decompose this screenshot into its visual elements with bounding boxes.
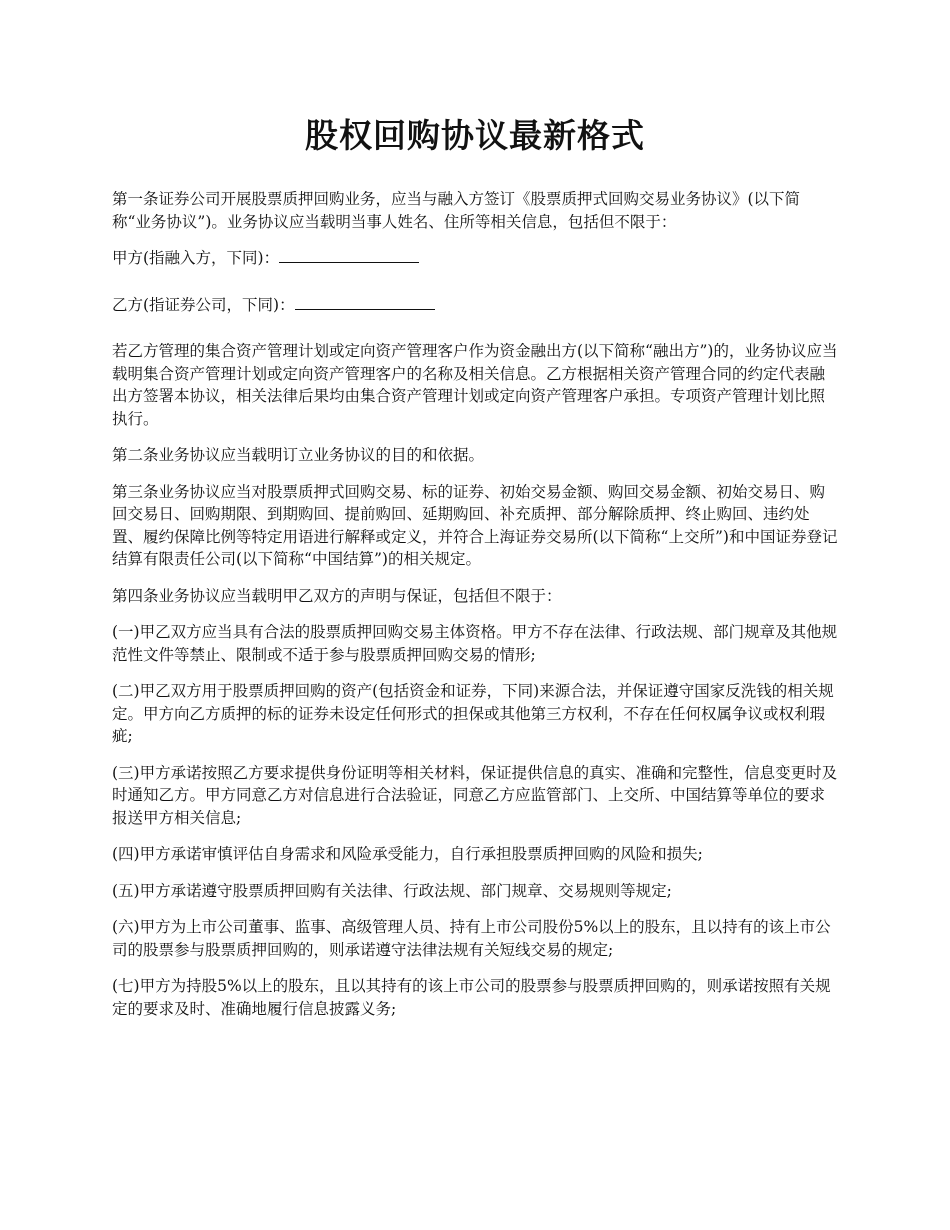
article-1-paragraph: 第一条证券公司开展股票质押回购业务，应当与融入方签订《股票质押式回购交易业务协议》(以下简称“业务协议”)。业务协议应当载明当事人姓名、住所等相关信息，包括但不限于：	[112, 190, 801, 231]
party-b-line	[112, 294, 838, 317]
clause-2-paragraph: (二)甲乙双方用于股票质押回购的资产(包括资金和证券，下同)来源合法，并保证遵守国家反洗钱的相关规定。甲方向乙方质押的标的证券未设定任何形式的担保或其他第三方权利，不存在任何权属争议或权利瑕疵;	[112, 682, 834, 745]
party-a-blank	[279, 247, 419, 263]
article-2-paragraph: 第二条业务协议应当载明订立业务协议的目的和依据。	[112, 446, 485, 464]
clause-3-paragraph: (三)甲方承诺按照乙方要求提供身份证明等相关材料，保证提供信息的真实、准确和完整性，信息变更时及时通知乙方。甲方同意乙方对信息进行合法验证，同意乙方应监管部门、上交所、中国结算等单位的要求报送甲方相关信息;	[112, 763, 838, 827]
clause-4-paragraph: (四)甲方承诺审慎评估自身需求和风险承受能力，自行承担股票质押回购的风险和损失;	[112, 845, 703, 863]
asset-management-paragraph: 若乙方管理的集合资产管理计划或定向资产管理客户作为资金融出方(以下简称“融出方”)的，业务协议应当载明集合资产管理计划或定向资产管理客户的名称及相关信息。乙方根据相关资产管理合同的约定代表融出方签署本协议，相关法律后果均由集合资产管理计划或定向资产管理客户承担。专项资产管理计划比照执行。	[112, 342, 838, 428]
clause-7-paragraph: (七)甲方为持股5%以上的股东，且以其持有的该上市公司的股票参与股票质押回购的，则承诺按照有关规定的要求及时、准确地履行信息披露义务;	[112, 977, 831, 1018]
party-a-line	[112, 247, 838, 270]
article-3-paragraph: 第三条业务协议应当对股票质押式回购交易、标的证券、初始交易金额、购回交易金额、初始交易日、购回交易日、回购期限、到期购回、提前购回、延期购回、补充质押、部分解除质押、终止购回、违约处置、履约保障比例等特定用语进行解释或定义，并符合上海证券交易所(以下简称“上交所”)和中国证券登记结算有限责任公司(以下简称“中国结算”)的相关规定。	[112, 482, 838, 568]
document-title: 股权回购协议最新格式	[305, 116, 645, 155]
party-a-label: 甲方(指融入方，下同)：	[112, 249, 280, 267]
clause-6-paragraph: (六)甲方为上市公司董事、监事、高级管理人员、持有上市公司股份5%以上的股东，且以持有的该上市公司的股票参与股票质押回购的，则承诺遵守法律法规有关短线交易的规定;	[112, 918, 831, 959]
article-4-paragraph: 第四条业务协议应当载明甲乙双方的声明与保证，包括但不限于：	[112, 586, 562, 605]
party-b-label: 乙方(指证券公司，下同)：	[112, 295, 295, 314]
party-b-blank	[295, 294, 435, 310]
clause-1-paragraph: (一)甲乙双方应当具有合法的股票质押回购交易主体资格。甲方不存在法律、行政法规、部门规章及其他规范性文件等禁止、限制或不适于参与股票质押回购交易的情形;	[112, 623, 838, 664]
clause-5-paragraph: (五)甲方承诺遵守股票质押回购有关法律、行政法规、部门规章、交易规则等规定;	[112, 881, 672, 900]
